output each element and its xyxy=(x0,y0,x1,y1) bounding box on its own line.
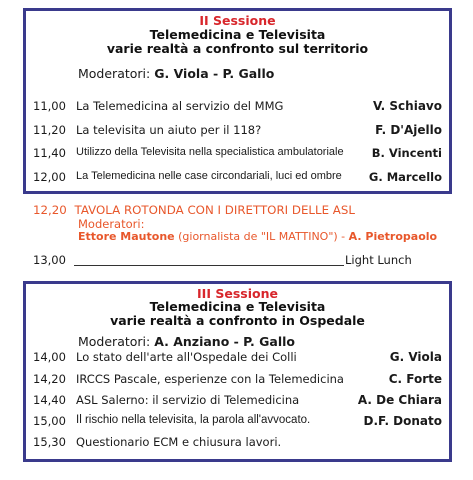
moderators-label: Moderatori: xyxy=(78,66,151,81)
session-3-moderators xyxy=(78,334,295,349)
session-3-title: III Sessione xyxy=(197,286,278,301)
agenda-row xyxy=(33,99,442,119)
agenda-description: Questionario ECM e chiusura lavori. xyxy=(76,435,282,449)
round-table-moderator-2: A. Pietropaolo xyxy=(348,230,438,243)
agenda-time: 15,30 xyxy=(33,435,66,449)
agenda-time: 11,00 xyxy=(33,99,66,113)
round-table-time: 12,20 xyxy=(33,203,67,217)
session-2-title: II Sessione xyxy=(199,13,276,28)
lunch-divider xyxy=(74,265,344,266)
agenda-row xyxy=(33,123,442,143)
agenda-speaker: A. De Chiara xyxy=(357,393,442,407)
agenda-speaker: V. Schiavo xyxy=(372,99,442,113)
agenda-row xyxy=(33,414,442,434)
round-table-line xyxy=(33,203,355,217)
agenda-row xyxy=(33,435,442,455)
agenda-description: ASL Salerno: il servizio di Telemedicina xyxy=(76,393,300,407)
session-2-heading-line1: Telemedicina e Televisita xyxy=(149,27,326,42)
moderators-names: A. Anziano - P. Gallo xyxy=(154,334,295,349)
lunch-time: 13,00 xyxy=(33,253,66,267)
agenda-time: 14,20 xyxy=(33,372,66,386)
agenda-time: 11,20 xyxy=(33,123,66,137)
session-2-heading-line2: varie realtà a confronto sul territorio xyxy=(106,41,369,56)
moderators-names: G. Viola - P. Gallo xyxy=(154,66,275,81)
round-table-moderator-1: Ettore Mautone xyxy=(78,230,175,243)
agenda-speaker: G. Viola xyxy=(389,350,442,364)
session-3-heading-line1: Telemedicina e Televisita xyxy=(149,299,326,314)
session-2-moderators xyxy=(78,66,274,81)
agenda-speaker: G. Marcello xyxy=(368,170,442,184)
agenda-speaker: C. Forte xyxy=(388,372,442,386)
round-table-title: TAVOLA ROTONDA CON I DIRETTORI DELLE ASL xyxy=(74,203,355,217)
agenda-time: 14,40 xyxy=(33,393,66,407)
agenda-description: Il rischio nella televisita, la parola all'avvocato. xyxy=(76,414,311,426)
agenda-time: 11,40 xyxy=(33,146,66,160)
agenda-speaker: D.F. Donato xyxy=(363,414,442,428)
agenda-description: Lo stato dell'arte all'Ospedale dei Colli xyxy=(76,350,297,364)
lunch-label: Light Lunch xyxy=(345,253,412,267)
agenda-speaker: F. D'Ajello xyxy=(375,123,442,137)
agenda-row xyxy=(33,170,442,190)
moderators-label: Moderatori: xyxy=(78,334,151,349)
agenda-description: Utilizzo della Televisita nella specialistica ambulatoriale xyxy=(76,146,344,158)
agenda-description: La Telemedicina nelle case circondariali, luci ed ombre xyxy=(76,170,342,182)
agenda-row xyxy=(33,372,442,392)
agenda-time: 12,00 xyxy=(33,170,66,184)
agenda-description: La televisita un aiuto per il 118? xyxy=(76,123,262,137)
round-table-moderators xyxy=(78,230,437,243)
agenda-speaker: B. Vincenti xyxy=(371,146,442,160)
agenda-row xyxy=(33,146,442,166)
agenda-description: La Telemedicina al servizio del MMG xyxy=(76,99,284,113)
agenda-time: 14,00 xyxy=(33,350,66,364)
agenda-row xyxy=(33,350,442,370)
session-3-heading-line2: varie realtà a confronto in Ospedale xyxy=(110,313,365,328)
agenda-row xyxy=(33,393,442,413)
round-table-moderator-1-role: (giornalista de "IL MATTINO") - xyxy=(178,230,346,243)
agenda-time: 15,00 xyxy=(33,414,66,428)
agenda-description: IRCCS Pascale, esperienze con la Telemedicina xyxy=(76,372,344,386)
round-table-moderators-label: Moderatori: xyxy=(78,217,145,231)
